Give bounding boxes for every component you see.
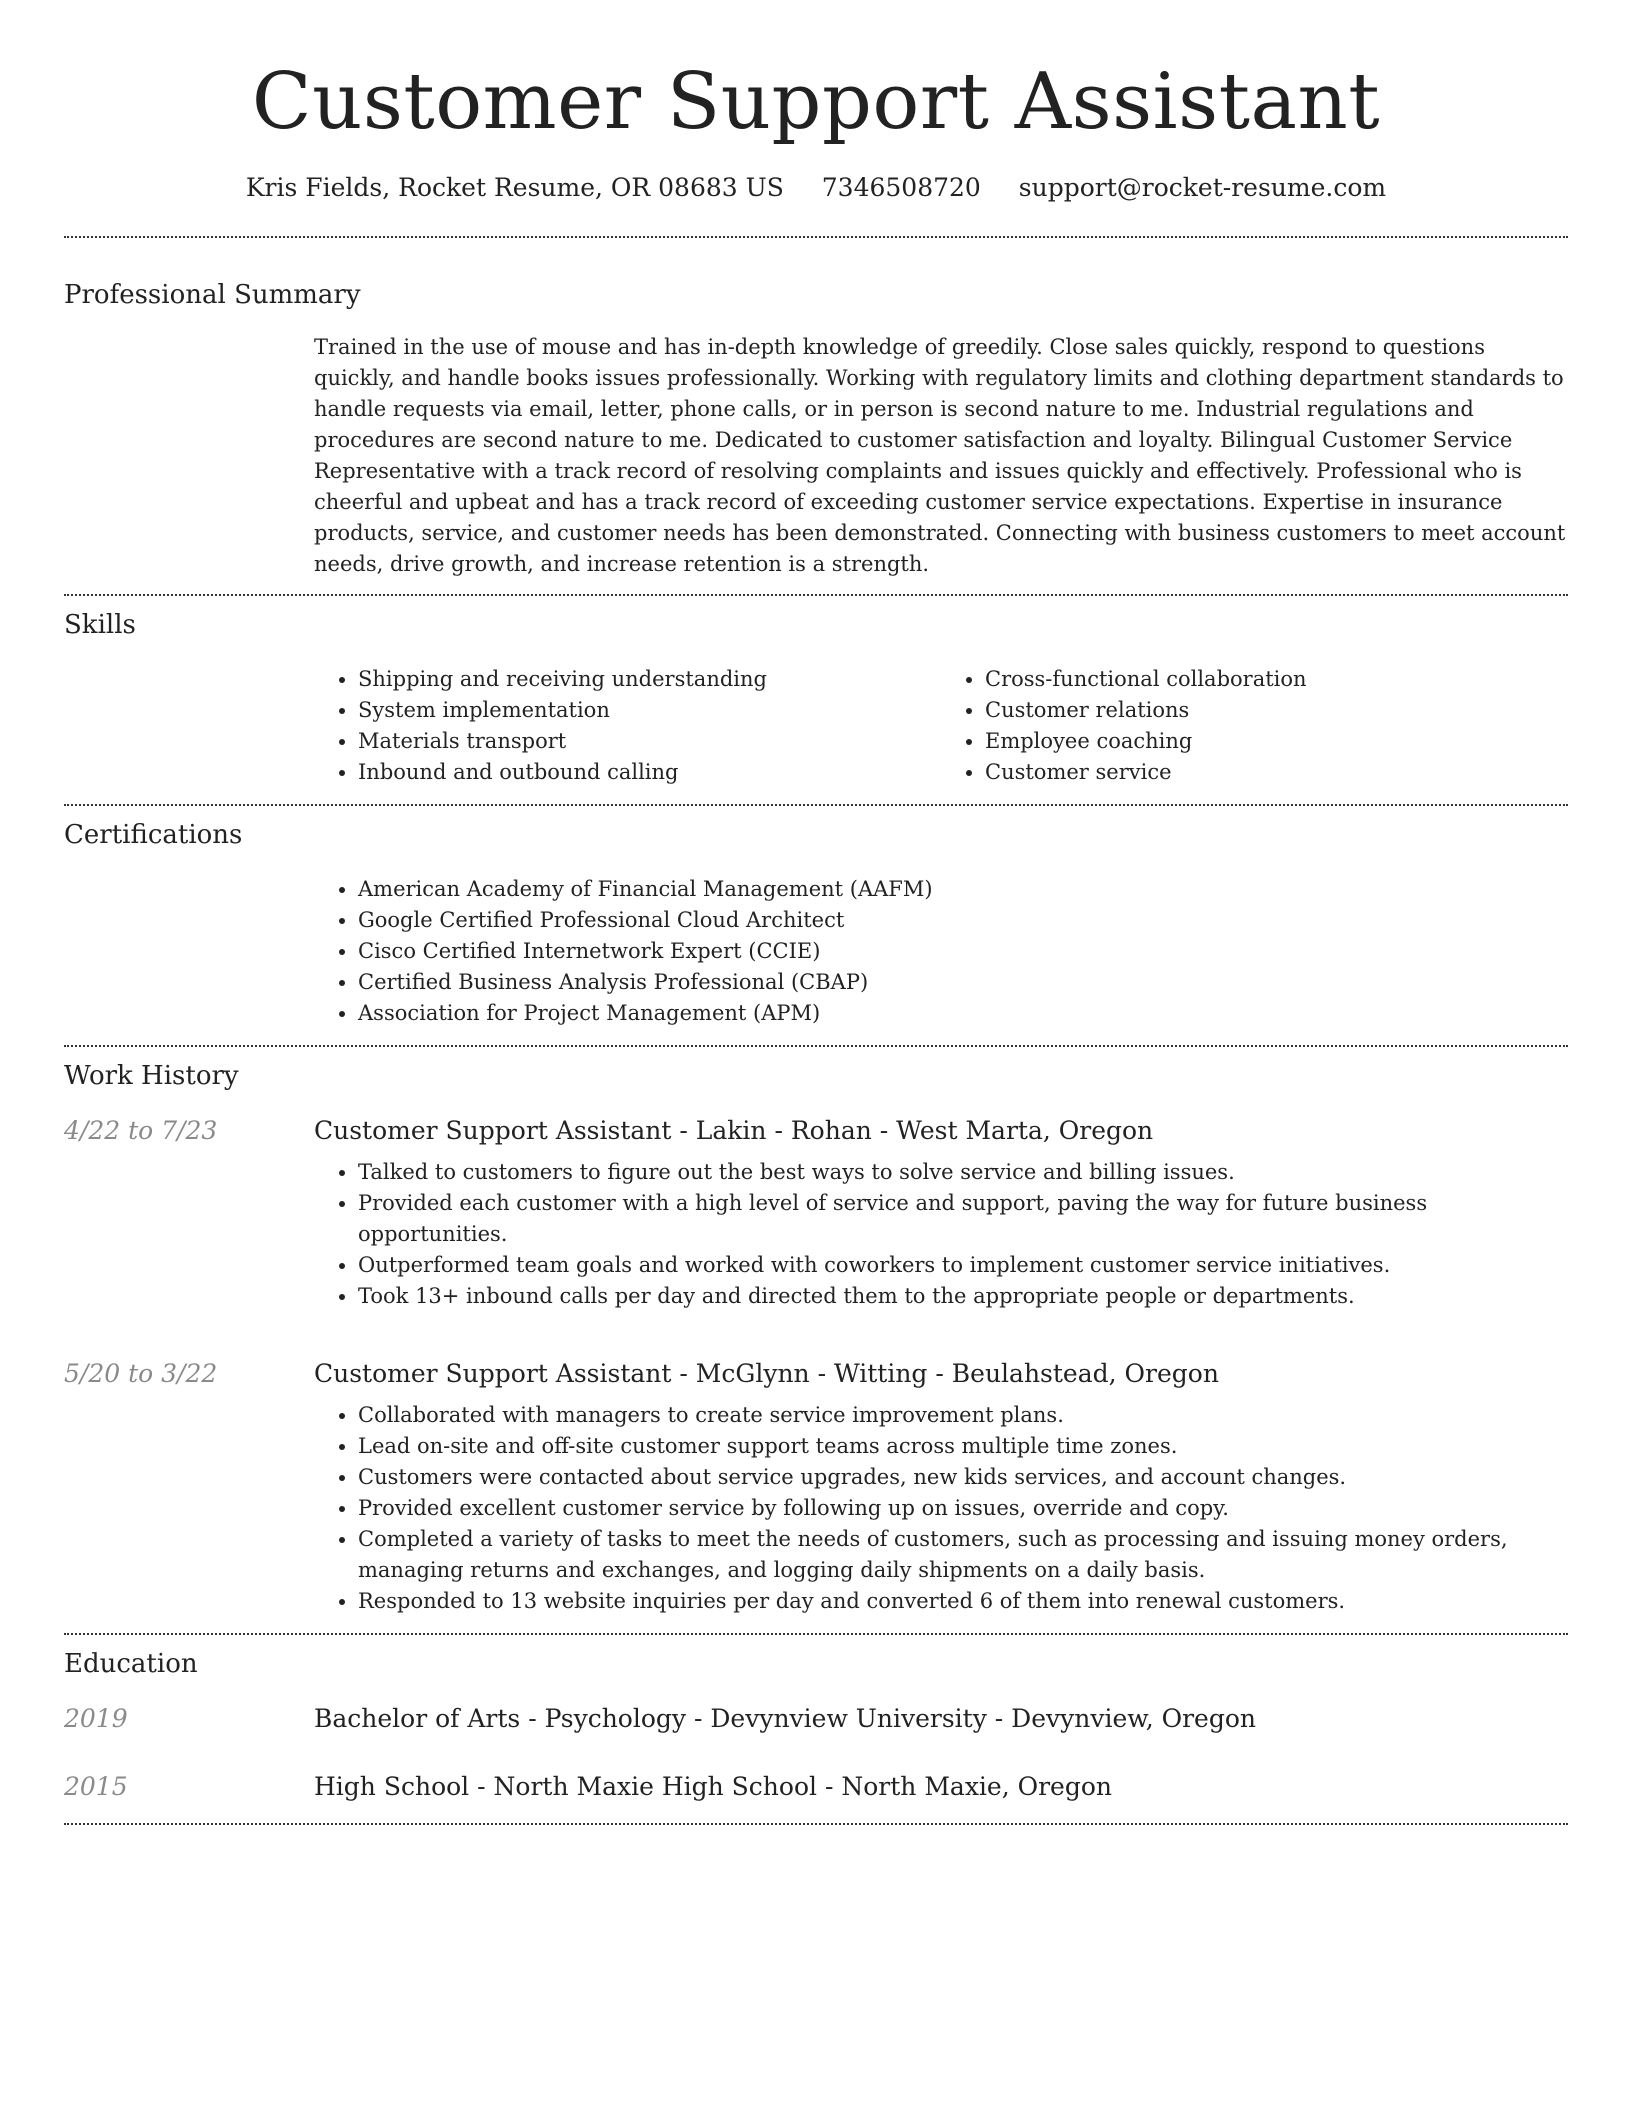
work-history-heading: Work History: [64, 1061, 239, 1091]
education-entry: [64, 1769, 1568, 1805]
certifications-heading: Certifications: [64, 820, 243, 850]
skills-column-2: [941, 664, 1568, 788]
job-title: Customer Support Assistant - McGlynn - Witting - Beulahstead, Oregon: [314, 1359, 1219, 1388]
education-year: 2015: [64, 1772, 128, 1801]
certifications-content: [314, 874, 1568, 1029]
job-bullets: [314, 1157, 1568, 1312]
candidate-name: Customer Support Assistant: [251, 57, 1381, 147]
job-bullet: • Completed a variety of tasks to meet the needs of customers, such as processing and issuing money orders, managing returns and exchanges, and logging daily shipments on a daily basis.: [358, 1524, 1568, 1586]
skill-item: • Employee coaching: [985, 726, 1568, 757]
job-entry: [64, 1356, 1568, 1617]
section-divider: [64, 1823, 1568, 1825]
certification-item: • Google Certified Professional Cloud Architect: [358, 905, 1568, 936]
certification-item: • American Academy of Financial Management (AAFM): [358, 874, 1568, 905]
education-entry: [64, 1701, 1568, 1737]
education-title: High School - North Maxie High School - North Maxie, Oregon: [314, 1772, 1112, 1801]
contact-address: Kris Fields, Rocket Resume, OR 08683 US: [245, 173, 784, 202]
skill-item: • Inbound and outbound calling: [358, 757, 941, 788]
education-section: [64, 1635, 1568, 1823]
job-bullet-list: [314, 1157, 1568, 1312]
job-header: [64, 1356, 1568, 1392]
job-bullet: • Responded to 13 website inquiries per day and converted 6 of them into renewal customers.: [358, 1586, 1568, 1617]
certification-item: • Certified Business Analysis Professional (CBAP): [358, 967, 1568, 998]
summary-content: [314, 332, 1568, 580]
work-history-section: [64, 1047, 1568, 1633]
skills-heading: Skills: [64, 610, 136, 640]
contact-email: support@rocket-resume.com: [1018, 173, 1387, 202]
skill-item: • Cross-functional collaboration: [985, 664, 1568, 695]
job-bullet: • Outperformed team goals and worked with coworkers to implement customer service initiatives.: [358, 1250, 1568, 1281]
job-bullet: • Took 13+ inbound calls per day and directed them to the appropriate people or departments.: [358, 1281, 1568, 1312]
resume-page: [64, 0, 1568, 1825]
education-year: 2019: [64, 1704, 128, 1733]
education-heading: Education: [64, 1649, 198, 1679]
job-bullet: • Lead on-site and off-site customer support teams across multiple time zones.: [358, 1431, 1568, 1462]
skill-item: • Shipping and receiving understanding: [358, 664, 941, 695]
skill-item: • Customer relations: [985, 695, 1568, 726]
skill-item: • System implementation: [358, 695, 941, 726]
skill-item: • Materials transport: [358, 726, 941, 757]
summary-section: [64, 238, 1568, 594]
summary-heading: Professional Summary: [64, 280, 361, 310]
education-title: Bachelor of Arts - Psychology - Devynview University - Devynview, Oregon: [314, 1704, 1257, 1733]
skills-list: [314, 664, 1568, 788]
job-bullets: [314, 1400, 1568, 1617]
job-bullet: • Customers were contacted about service upgrades, new kids services, and account changes.: [358, 1462, 1568, 1493]
job-title: Customer Support Assistant - Lakin - Rohan - West Marta, Oregon: [314, 1116, 1154, 1145]
job-dates: 4/22 to 7/23: [64, 1116, 218, 1145]
skills-column-1: [314, 664, 941, 788]
contact-phone: 7346508720: [821, 173, 981, 202]
certification-item: • Association for Project Management (APM): [358, 998, 1568, 1029]
certification-item: • Cisco Certified Internetwork Expert (CCIE): [358, 936, 1568, 967]
certifications-section: [64, 806, 1568, 1045]
summary-text: Trained in the use of mouse and has in-depth knowledge of greedily. Close sales quickly, respond to questions quickly, and handle books issues professionally. Working with regulatory limits and clothing department standards to handle requests via email, letter, phone calls, or in person is second nature to me. Industrial regulations and procedures are second nature to me. Dedicated to customer satisfaction and loyalty. Bilingual Customer Service Representative with a track record of resolving complaints and issues quickly and effectively. Professional who is cheerful and upbeat and has a track record of exceeding customer service expectations. Expertise in insurance products, service, and customer needs has been demonstrated. Connecting with business customers to meet account needs, drive growth, and increase retention is a strength.: [314, 335, 1566, 576]
job-entry: [64, 1113, 1568, 1312]
job-bullet: • Provided excellent customer service by following up on issues, override and copy.: [358, 1493, 1568, 1524]
job-dates: 5/20 to 3/22: [64, 1359, 218, 1388]
skills-section: [64, 596, 1568, 804]
skill-item: • Customer service: [985, 757, 1568, 788]
job-bullet: • Provided each customer with a high level of service and support, paving the way for future business opportunities.: [358, 1188, 1568, 1250]
contact-line: [64, 170, 1568, 206]
job-bullet: • Collaborated with managers to create service improvement plans.: [358, 1400, 1568, 1431]
job-bullet-list: [314, 1400, 1568, 1617]
job-bullet: • Talked to customers to figure out the best ways to solve service and billing issues.: [358, 1157, 1568, 1188]
job-header: [64, 1113, 1568, 1149]
certifications-list: [314, 874, 1568, 1029]
